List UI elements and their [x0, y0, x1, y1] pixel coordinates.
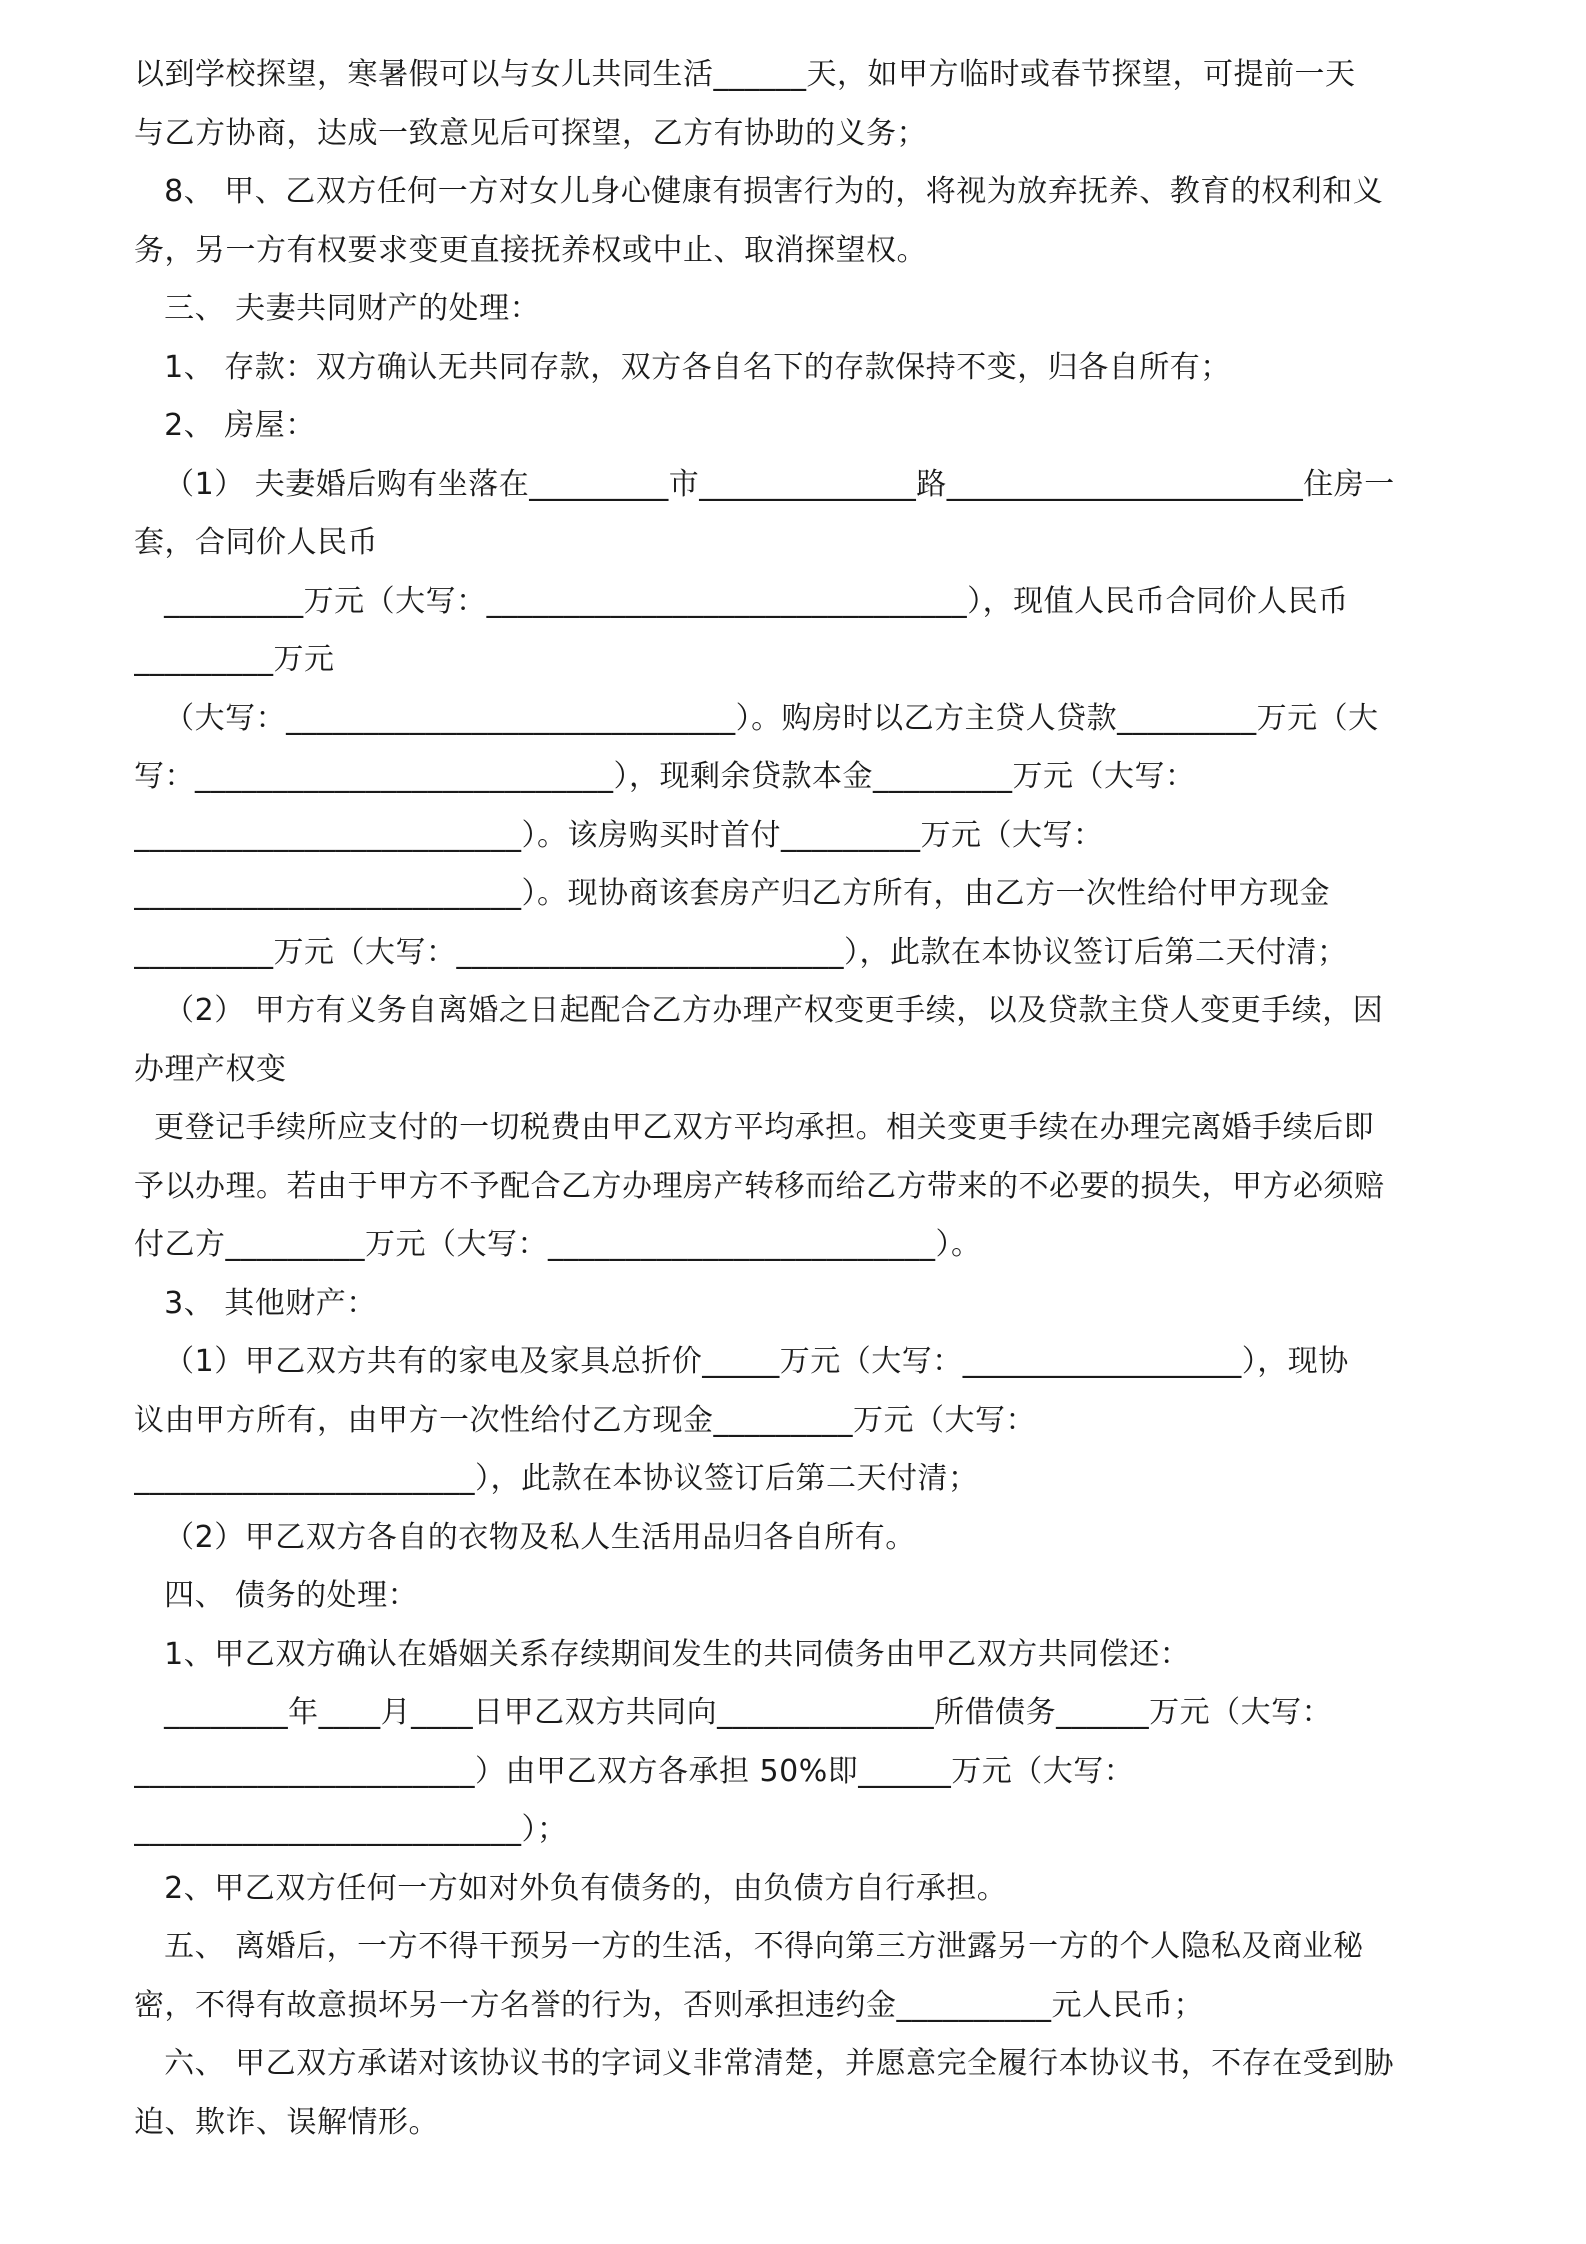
text-line: 办理产权变	[134, 1051, 287, 1087]
text-line: （2）甲乙双方各自的衣物及私人生活用品归各自所有。	[134, 1519, 916, 1555]
text-line: _________万元（大写：_______________________________），现值人民币合同价人民币	[134, 583, 1349, 619]
text-line: ______________________），此款在本协议签订后第二天付清；	[134, 1461, 979, 1496]
text-line: 8、 甲、乙双方任何一方对女儿身心健康有损害行为的，将视为放弃抚养、教育的权利和义	[134, 174, 1384, 209]
text-line: 五、 离婚后，一方不得干预另一方的生活，不得向第三方泄露另一方的个人隐私及商业秘	[134, 1929, 1364, 1964]
text-line: 更登记手续所应支付的一切税费由甲乙双方平均承担。相关变更手续在办理完离婚手续后即	[134, 1110, 1375, 1145]
text-line: _________________________）。现协商该套房产归乙方所有，由乙方一次性给付甲方现金	[134, 876, 1330, 911]
text-line: 写：___________________________），现剩余贷款本金_________万元（大写：	[134, 759, 1196, 794]
text-line: 付乙方_________万元（大写：_________________________）。	[134, 1227, 982, 1262]
text-line: _________________________）；	[134, 1812, 568, 1847]
text-line: 迫、欺诈、误解情形。	[134, 2104, 439, 2140]
text-line: ______________________）由甲乙双方各承担 50%即______万元（大写：	[134, 1753, 1135, 1789]
text-line: 以到学校探望，寒暑假可以与女儿共同生活______天，如甲方临时或春节探望，可提前一天	[134, 57, 1356, 92]
text-line: （1）甲乙双方共有的家电及家具总折价_____万元（大写：__________________），现协	[134, 1344, 1349, 1379]
document-body	[134, 46, 1474, 2152]
section-heading: 三、 夫妻共同财产的处理：	[134, 291, 541, 326]
text-line: 务，另一方有权要求变更直接抚养权或中止、取消探望权。	[134, 232, 927, 268]
text-line: _________________________）。该房购买时首付_________万元（大写：	[134, 817, 1104, 853]
text-line: 予以办理。若由于甲方不予配合乙方办理房产转移而给乙方带来的不必要的损失，甲方必须赔	[134, 1168, 1385, 1204]
text-line: _________万元	[134, 642, 335, 677]
text-line: 3、 其他财产：	[134, 1285, 377, 1321]
text-line: 六、 甲乙双方承诺对该协议书的字词义非常清楚，并愿意完全履行本协议书，不存在受到胁	[134, 2046, 1395, 2081]
section-heading: 四、 债务的处理：	[134, 1578, 419, 1613]
text-line: 1、甲乙双方确认在婚姻关系存续期间发生的共同债务由甲乙双方共同偿还：	[134, 1636, 1191, 1672]
text-line: _________万元（大写：_________________________），此款在本协议签订后第二天付清；	[134, 934, 1348, 970]
text-line: 密，不得有故意损坏另一方名誉的行为，否则承担违约金__________元人民币；	[134, 1987, 1204, 2023]
text-line: 1、 存款：双方确认无共同存款，双方各自名下的存款保持不变，归各自所有；	[134, 349, 1231, 385]
text-line: （2） 甲方有义务自离婚之日起配合乙方办理产权变更手续，以及贷款主贷人变更手续，因	[134, 993, 1384, 1028]
text-line: （大写：_____________________________）。购房时以乙方主贷人贷款_________万元（大	[134, 700, 1379, 736]
text-line: （1） 夫妻婚后购有坐落在_________市______________路_______________________住房一	[134, 466, 1395, 502]
text-line: 议由甲方所有，由甲方一次性给付乙方现金_________万元（大写：	[134, 1402, 1036, 1438]
text-line: 与乙方协商，达成一致意见后可探望，乙方有协助的义务；	[134, 115, 927, 151]
text-line: ________年____月____日甲乙双方共同向______________所借债务______万元（大写：	[134, 1695, 1333, 1730]
text-line: 2、 房屋：	[134, 408, 316, 443]
text-line: 2、甲乙双方任何一方如对外负有债务的，由负债方自行承担。	[134, 1870, 1008, 1906]
text-line: 套，合同价人民币	[134, 525, 378, 560]
